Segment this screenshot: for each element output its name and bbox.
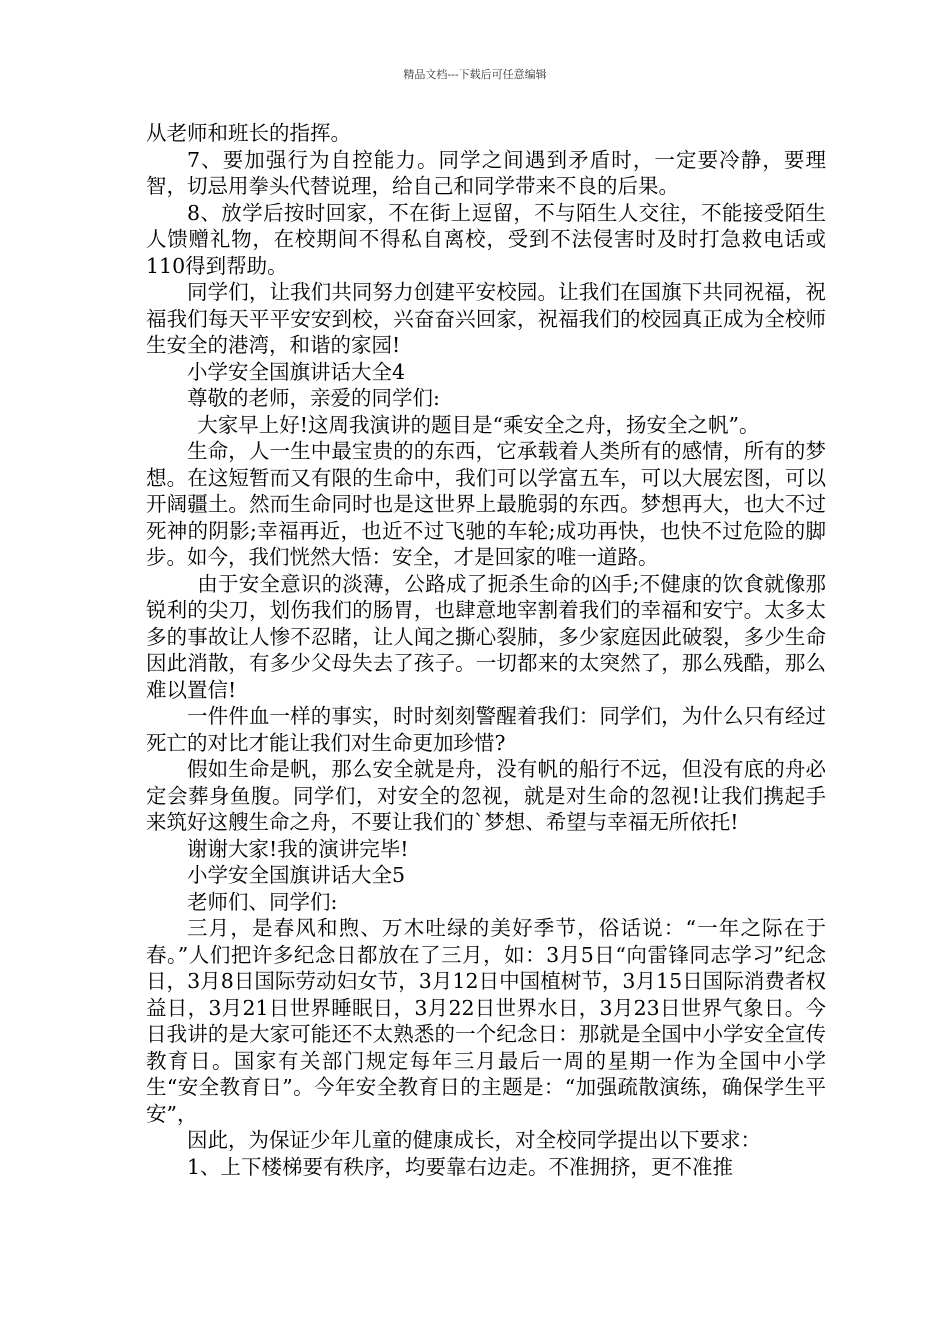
paragraph: 尊敬的老师，亲爱的同学们: xyxy=(187,386,440,410)
paragraph: 因此，为保证少年儿童的健康成长，对全校同学提出以下要求： xyxy=(187,1128,761,1152)
paragraph: 8、放学后按时回家，不在街上逗留，不与陌生人交往，不能接受陌生人馈赠礼物，在校期间不得私自离校，受到不法侵害时及时打急救电话或110得到帮助。 xyxy=(146,200,826,278)
paragraph: 小学安全国旗讲话大全5 xyxy=(187,863,406,887)
paragraph: 谢谢大家!我的演讲完毕! xyxy=(187,836,409,861)
paragraph: 假如生命是帆，那么安全就是舟，没有帆的船行不远，但没有底的舟必定会葬身鱼腹。同学们，对安全的忽视，就是对生命的忽视!让我们携起手来筑好这艘生命之舟，不要让我们的`梦想、希望与幸福无所依托! xyxy=(146,757,826,834)
paragraph: 1、上下楼梯要有秩序，均要靠右边走。不准拥挤，更不准推 xyxy=(187,1154,734,1179)
paragraph: 一件件血一样的事实，时时刻刻警醒着我们：同学们，为什么只有经过死亡的对比才能让我们对生命更加珍惜? xyxy=(146,704,826,755)
paragraph: 从老师和班长的指挥。 xyxy=(146,121,351,145)
page-header: 精品文档---下载后可任意编辑 xyxy=(403,68,547,81)
paragraph: 三月，是春风和煦、万木吐绿的美好季节，俗话说：“一年之际在于春。”人们把许多纪念日都放在了三月，如：3月5日“向雷锋同志学习”纪念日，3月8日国际劳动妇女节，3月12日中国植树节，3月15日国际消费者权益日，3月21日世界睡眠日，3月22日世界水日，3月23日世界气象日。今日我讲的是大家可能还不太熟悉的一个纪念日：那就是全国中小学安全宣传教育日。国家有关部门规定每年三月最后一周的星期一作为全国中小学生“安全教育日”。今年安全教育日的主题是：“加强疏散演练，确保学生平安”， xyxy=(146,916,826,1126)
paragraph: 小学安全国旗讲话大全4 xyxy=(187,359,406,384)
document-body xyxy=(146,120,826,1180)
paragraph: 老师们、同学们: xyxy=(187,889,338,914)
paragraph: 同学们，让我们共同努力创建平安校园。让我们在国旗下共同祝福，祝福我们每天平平安安到校，兴奋奋兴回家，祝福我们的校园真正成为全校师生安全的港湾，和谐的家园! xyxy=(146,280,826,357)
paragraph: 由于安全意识的淡薄，公路成了扼杀生命的凶手;不健康的饮食就像那锐利的尖刀，划伤我们的肠胃，也肆意地宰割着我们的幸福和安宁。太多太多的事故让人惨不忍睹，让人闻之撕心裂肺，多少家庭因此破裂，多少生命因此消散，有多少父母失去了孩子。一切都来的太突然了，那么残酷，那么难以置信! xyxy=(146,571,826,702)
paragraph: 生命，人一生中最宝贵的的东西，它承载着人类所有的感情，所有的梦想。在这短暂而又有限的生命中，我们可以学富五车，可以大展宏图，可以开阔疆土。然而生命同时也是这世界上最脆弱的东西。梦想再大，也大不过死神的阴影;幸福再近，也近不过飞驰的车轮;成功再快，也快不过危险的脚步。如今，我们恍然大悟：安全，才是回家的唯一道路。 xyxy=(146,439,826,569)
paragraph: 7、要加强行为自控能力。同学之间遇到矛盾时，一定要冷静，要理智，切忌用拳头代替说理，给自己和同学带来不良的后果。 xyxy=(146,147,826,198)
paragraph: 大家早上好!这周我演讲的题目是“乘安全之舟，扬安全之帆”。 xyxy=(197,412,760,437)
